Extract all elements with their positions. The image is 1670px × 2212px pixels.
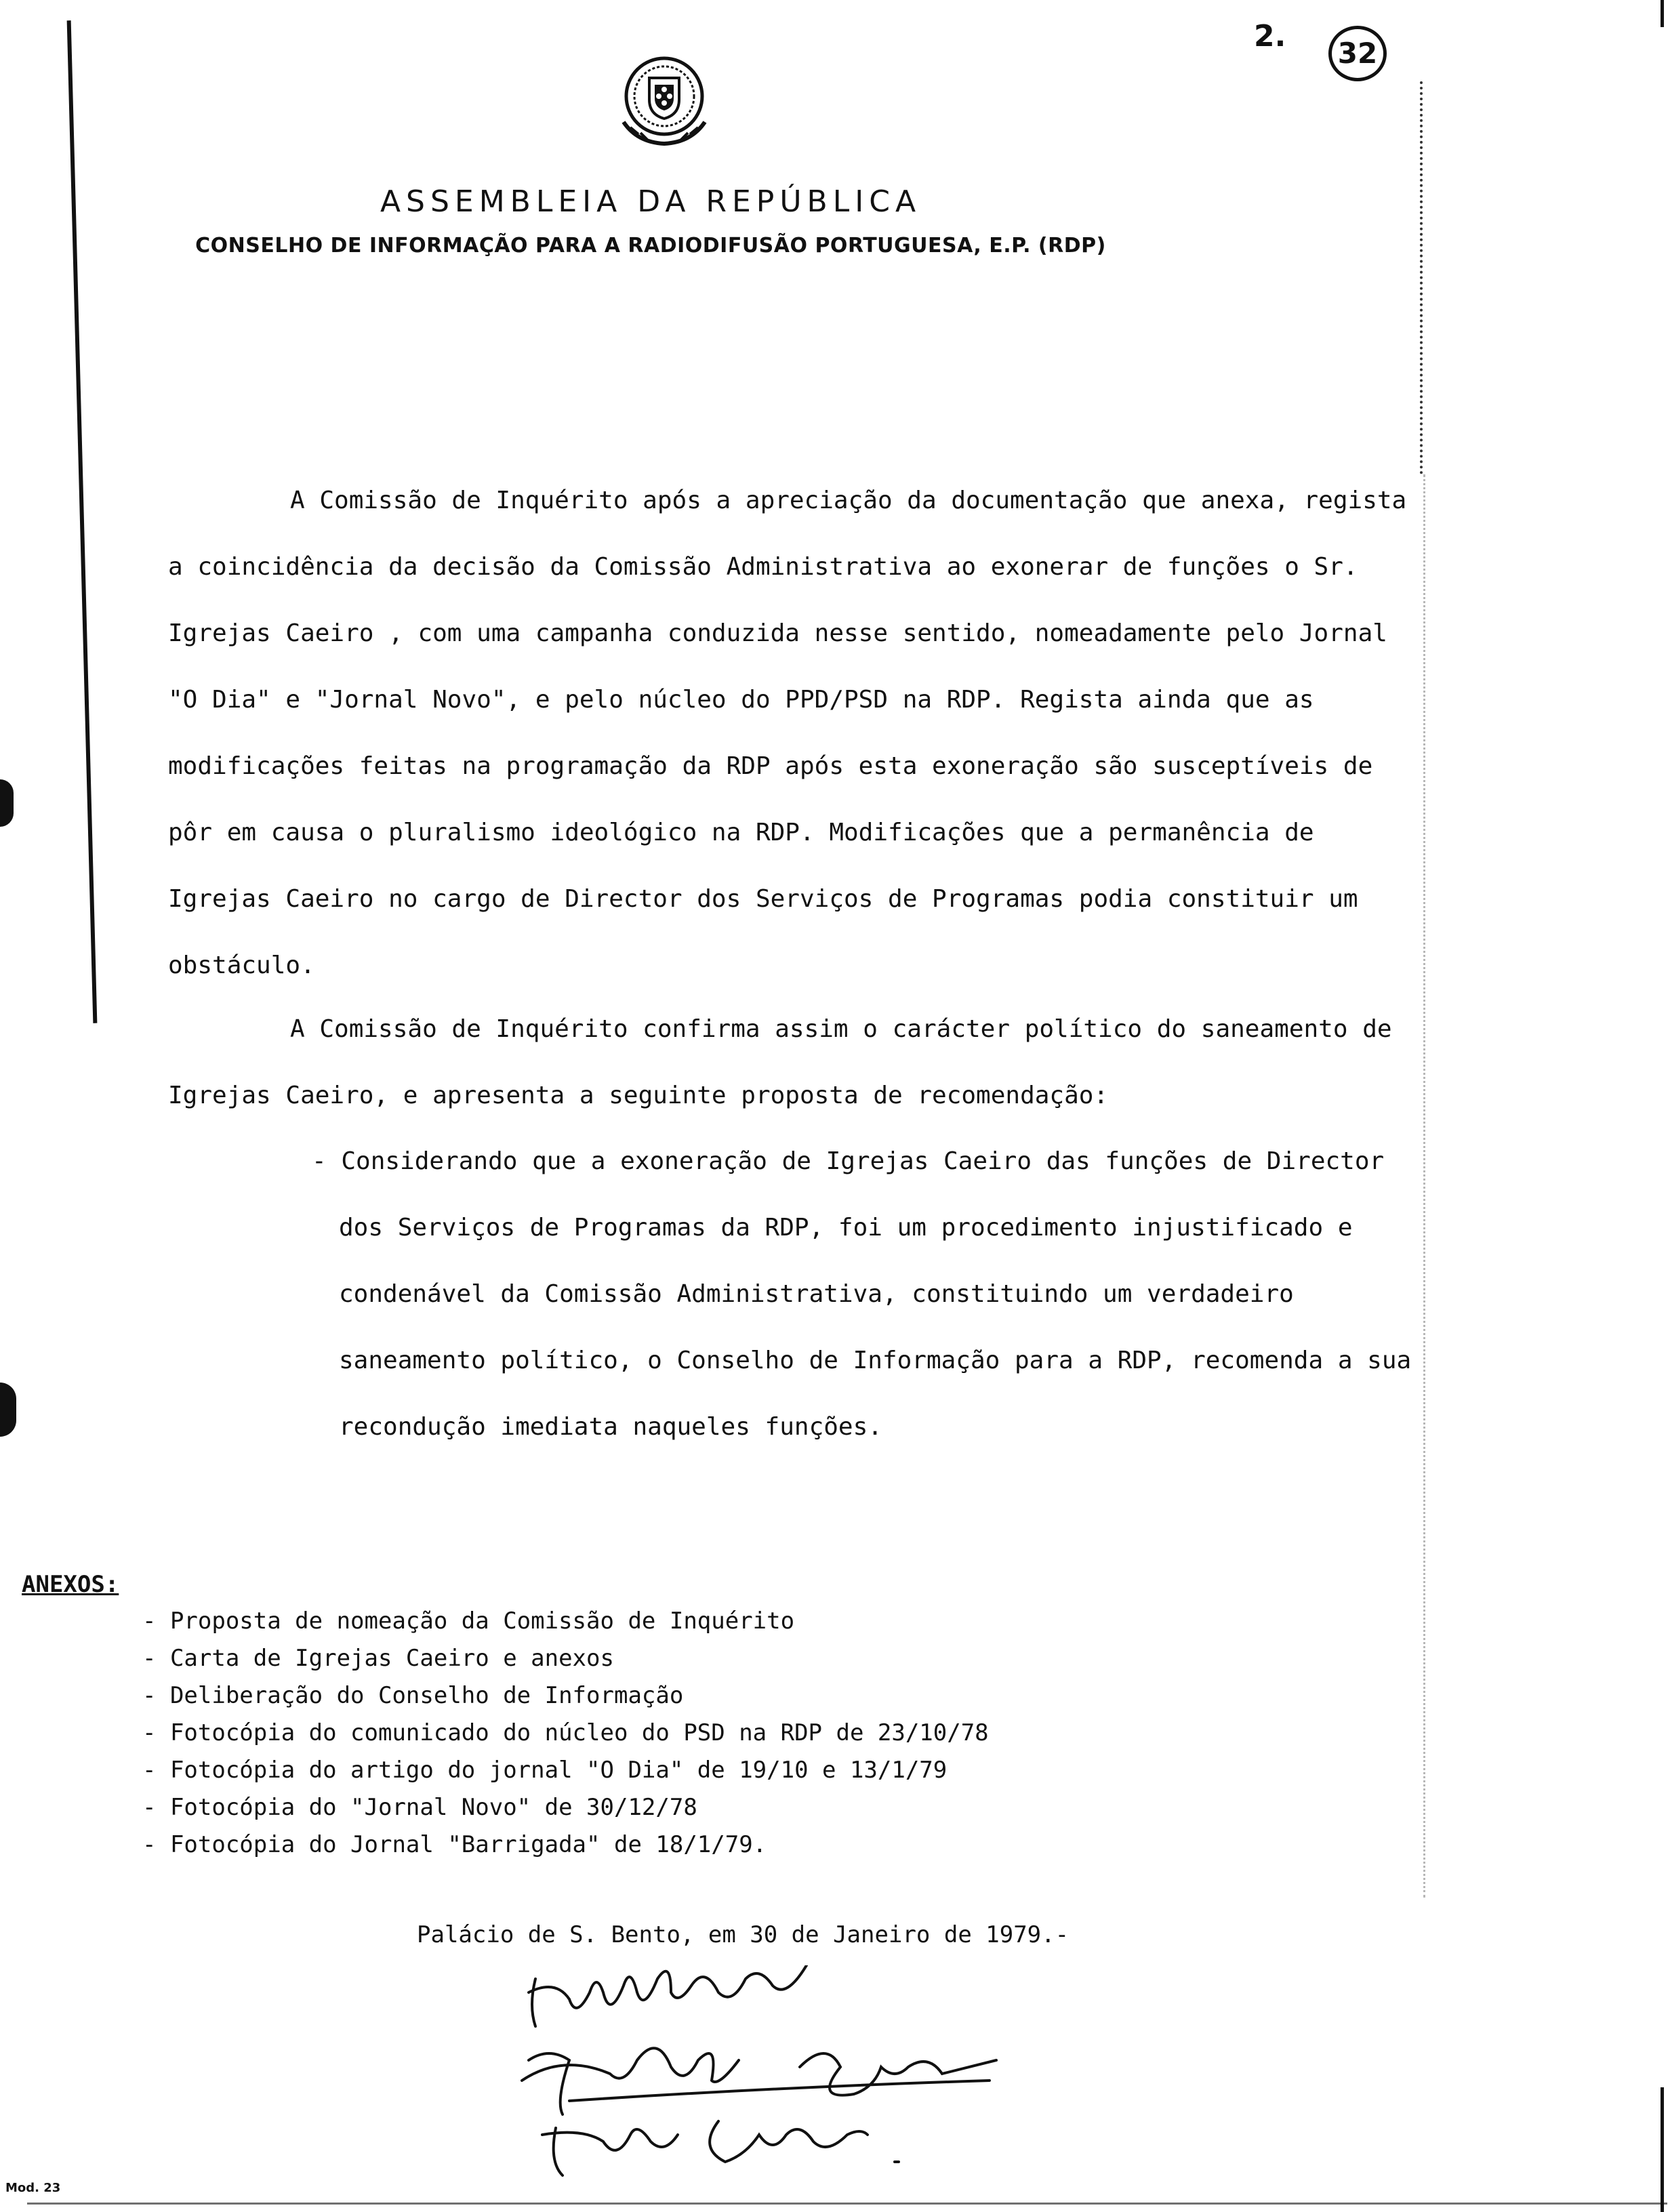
- annex-item: - Deliberação do Conselho de Informação: [142, 1682, 684, 1709]
- coat-of-arms-emblem: [610, 47, 718, 156]
- paragraph-conclusion: A Comissão de Inquérito confirma assim o carácter político do saneamento de Igrejas Caeiro, e apresenta a seguinte proposta de recomendação:: [168, 1015, 1392, 1109]
- binder-hole-mark: [0, 779, 14, 827]
- annex-item: - Fotocópia do "Jornal Novo" de 30/12/78: [142, 1794, 697, 1821]
- annex-item: - Carta de Igrejas Caeiro e anexos: [142, 1645, 614, 1672]
- binder-hole-mark: [0, 1382, 16, 1437]
- annex-item: - Fotocópia do Jornal "Barrigada" de 18/1/79.: [142, 1831, 767, 1858]
- scan-margin-marks: [1423, 474, 1427, 1898]
- council-subtitle: CONSELHO DE INFORMAÇÃO PARA A RADIODIFUSÃO PORTUGUESA, E.P. (RDP): [195, 234, 1106, 258]
- annex-item: - Fotocópia do comunicado do núcleo do PSD na RDP de 23/10/78: [142, 1719, 989, 1746]
- paragraph-findings: A Comissão de Inquérito após a apreciação da documentação que anexa, regista a coincidência da decisão da Comissão Administrativa ao exonerar de funções o Sr. Igrejas Caeiro , com uma campanha conduzida nesse sentido, nomeadamente pelo Jornal "O Dia" e "Jornal Novo", e pelo núcleo do PPD/PSD na RDP. Regista ainda que as modificações feitas na programação da RDP após esta exoneração são susceptíveis de pôr em causa o pluralismo ideológico na RDP. Modificações que a permanência de Igrejas Caeiro no cargo de Director dos Serviços de Programas podia constituir um obstáculo.: [168, 487, 1407, 979]
- handwritten-signatures: [515, 1965, 1084, 2189]
- scan-edge-line-top: [1661, 0, 1664, 27]
- annex-item: - Proposta de nomeação da Comissão de Inquérito: [142, 1607, 795, 1635]
- form-code: Mod. 23: [5, 2181, 61, 2195]
- institution-title: ASSEMBLEIA DA REPÚBLICA: [380, 184, 922, 219]
- place-and-date: Palácio de S. Bento, em 30 de Janeiro de 1979.-: [417, 1921, 1070, 1948]
- scan-edge-line-right: [1661, 2087, 1664, 2212]
- annexes-list: [142, 1603, 989, 1864]
- scan-edge-line-left: [67, 20, 98, 1023]
- recommendation-text: - Considerando que a exoneração de Igrejas Caeiro das funções de Director dos Serviços de Programas da RDP, foi um procedimento injustificado e condenável da Comissão Administrativa, constituindo um verdadeiro saneamento político, o Conselho de Informação para a RDP, recomenda a sua recondução imediata naqueles funções.: [312, 1147, 1412, 1441]
- scan-margin-marks: [1420, 81, 1425, 474]
- page-number: 2.: [1254, 19, 1286, 54]
- annex-item: - Fotocópia do artigo do jornal "O Dia" de 19/10 e 13/1/79: [142, 1757, 948, 1784]
- scan-edge-line-bottom: [27, 2203, 1667, 2205]
- annexes-label: ANEXOS:: [22, 1571, 119, 1598]
- folio-stamp: 32: [1328, 26, 1387, 81]
